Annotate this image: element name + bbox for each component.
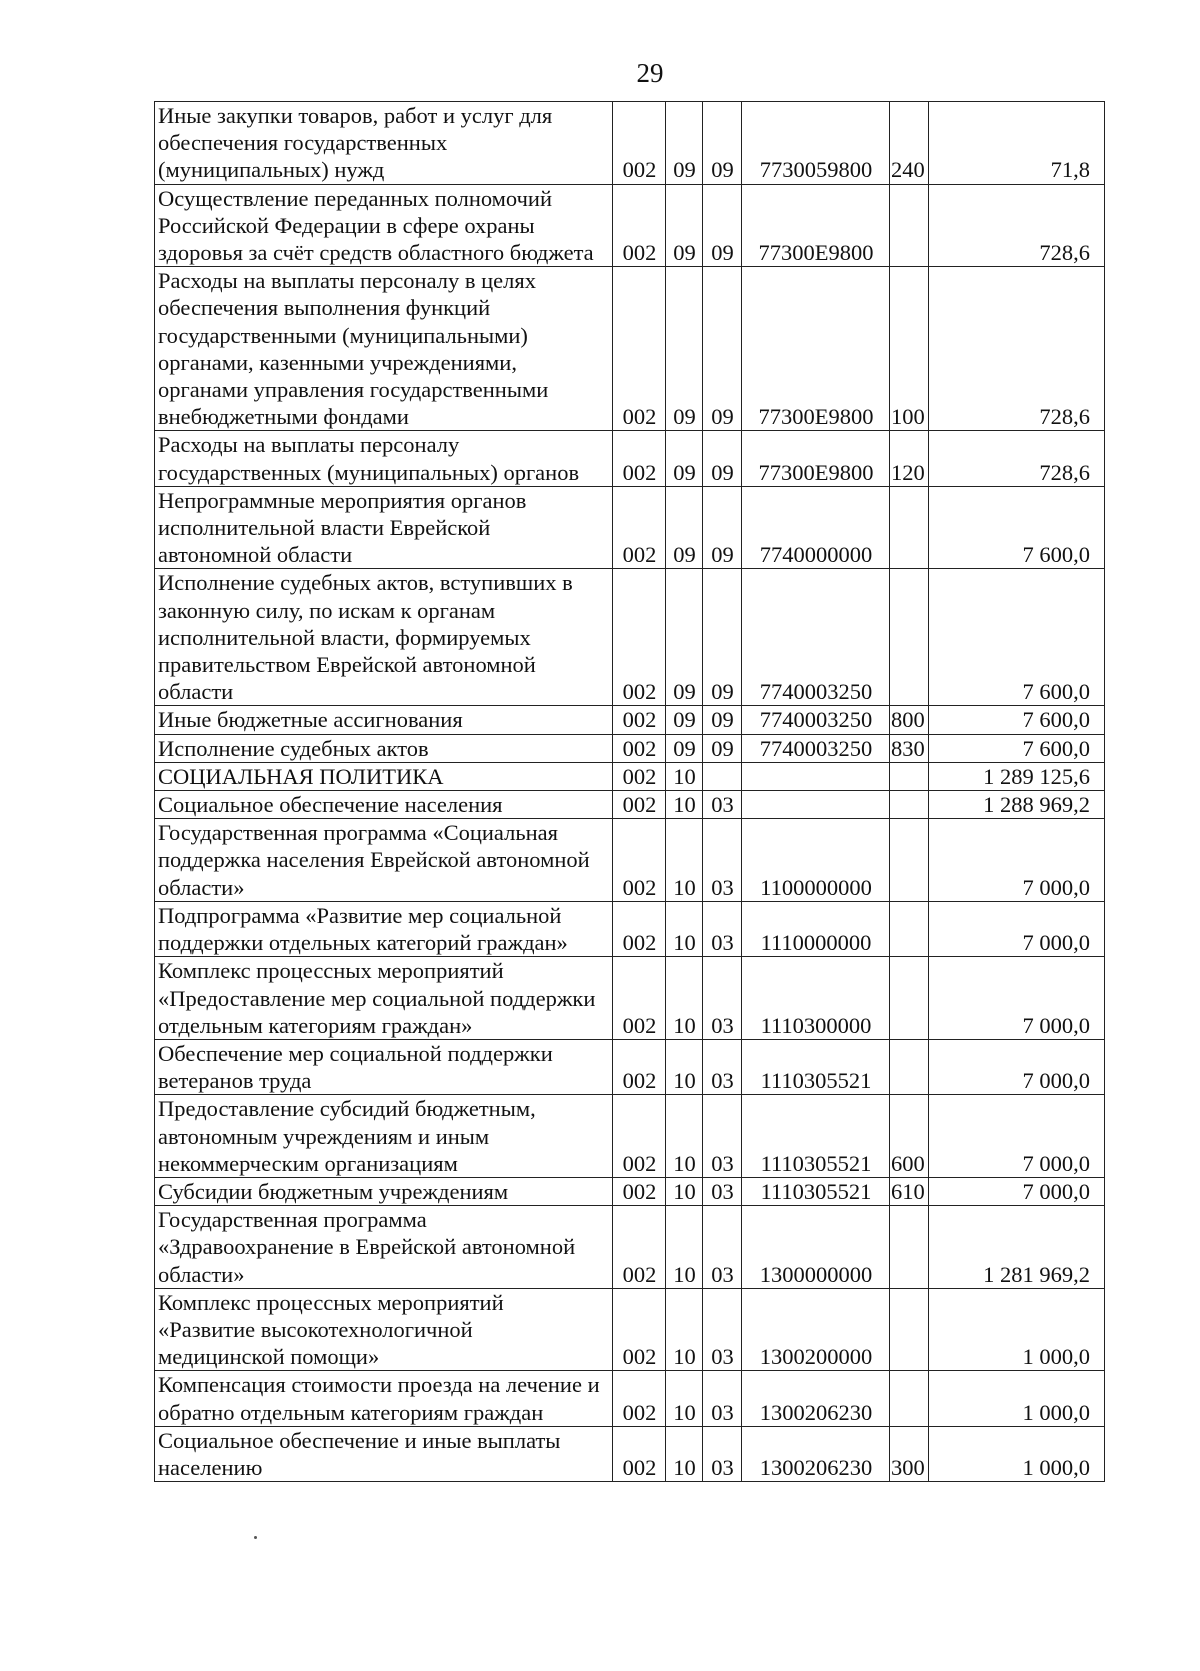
ministry-code-cell: 002 (613, 1288, 666, 1371)
expense-name-cell (155, 102, 613, 185)
section-code-cell: 09 (666, 267, 703, 431)
expense-name-cell (155, 267, 613, 431)
expense-name-line: «Развитие высокотехнологичной (158, 1316, 473, 1342)
expense-name-cell (155, 1095, 613, 1178)
expense-name-line: отдельным категориям граждан» (158, 1012, 473, 1038)
section-code-cell: 09 (666, 431, 703, 486)
expense-type-cell: 600 (890, 1095, 929, 1178)
section-code-cell: 10 (666, 1206, 703, 1289)
target-article-cell: 7740003250 (742, 569, 890, 706)
expense-name-line: здоровья за счёт средств областного бюджета (158, 240, 594, 266)
amount-cell: 728,6 (929, 267, 1105, 431)
ministry-code-cell: 002 (613, 1039, 666, 1094)
expense-name-line: области (158, 679, 234, 705)
target-article-cell: 1100000000 (742, 819, 890, 902)
expense-name-line: законную силу, по искам к органам (158, 597, 496, 623)
expense-name-line: внебюджетными фондами (158, 404, 409, 430)
subsection-code-cell: 03 (703, 901, 742, 956)
amount-cell: 7 600,0 (929, 486, 1105, 569)
ministry-code-cell: 002 (613, 486, 666, 569)
section-code-cell: 09 (666, 102, 703, 185)
amount-cell: 1 000,0 (929, 1426, 1105, 1481)
expense-type-cell (890, 569, 929, 706)
amount-cell: 7 000,0 (929, 1039, 1105, 1094)
expense-type-cell (890, 957, 929, 1040)
target-article-cell: 1110305521 (742, 1039, 890, 1094)
section-code-cell: 10 (666, 762, 703, 790)
expense-name-line: Иные бюджетные ассигнования (158, 707, 463, 733)
expense-type-cell: 830 (890, 734, 929, 762)
subsection-code-cell: 09 (703, 431, 742, 486)
expense-type-cell (890, 819, 929, 902)
expense-name-cell (155, 1426, 613, 1481)
expense-name-line: Непрограммные мероприятия органов (158, 487, 527, 513)
expense-name-line: автономной области (158, 542, 353, 568)
expense-name-line: государственными (муниципальными) (158, 322, 528, 348)
table-body (155, 102, 1105, 1482)
expense-type-cell (890, 1371, 929, 1426)
table-row (155, 791, 1105, 819)
expense-name-line: «Здравоохранение в Еврейской автономной (158, 1234, 576, 1260)
expense-name-line: Российской Федерации в сфере охраны (158, 212, 535, 238)
ministry-code-cell: 002 (613, 706, 666, 734)
expense-name-line: Компенсация стоимости проезда на лечение и (158, 1372, 600, 1398)
subsection-code-cell: 03 (703, 1206, 742, 1289)
expense-name-line: Расходы на выплаты персоналу (158, 432, 460, 458)
expense-name-line: органами, казенными учреждениями, (158, 349, 517, 375)
ministry-code-cell: 002 (613, 1371, 666, 1426)
expense-name-line: Государственная программа (158, 1207, 427, 1233)
section-code-cell: 10 (666, 1371, 703, 1426)
expense-name-line: (муниципальных) нужд (158, 157, 385, 183)
expense-name-line: обратно отдельным категориям граждан (158, 1399, 544, 1425)
expense-name-line: некоммерческим организациям (158, 1150, 458, 1176)
subsection-code-cell: 09 (703, 569, 742, 706)
expense-name-line: обеспечения государственных (158, 130, 448, 156)
table-row (155, 1206, 1105, 1289)
expense-name-line: Исполнение судебных актов (158, 735, 429, 761)
expense-name-line: исполнительной власти, формируемых (158, 624, 531, 650)
amount-cell: 728,6 (929, 184, 1105, 267)
section-code-cell: 10 (666, 901, 703, 956)
section-code-cell: 10 (666, 1095, 703, 1178)
expense-name-cell (155, 184, 613, 267)
ministry-code-cell: 002 (613, 901, 666, 956)
expense-name-cell (155, 1177, 613, 1205)
expense-type-cell (890, 901, 929, 956)
amount-cell: 7 000,0 (929, 1095, 1105, 1178)
ministry-code-cell: 002 (613, 1177, 666, 1205)
section-code-cell: 09 (666, 706, 703, 734)
expense-type-cell (890, 1206, 929, 1289)
amount-cell: 728,6 (929, 431, 1105, 486)
target-article-cell: 7740003250 (742, 706, 890, 734)
expense-name-line: Подпрограмма «Развитие мер социальной (158, 902, 562, 928)
table-row (155, 486, 1105, 569)
amount-cell: 7 000,0 (929, 901, 1105, 956)
subsection-code-cell: 03 (703, 1371, 742, 1426)
table-row (155, 184, 1105, 267)
expense-name-line: Социальное обеспечение и иные выплаты (158, 1427, 561, 1453)
expense-name-line: населению (158, 1454, 263, 1480)
ministry-code-cell: 002 (613, 819, 666, 902)
target-article-cell: 7740003250 (742, 734, 890, 762)
expense-name-line: исполнительной власти Еврейской (158, 515, 491, 541)
amount-cell: 7 000,0 (929, 819, 1105, 902)
expense-type-cell (890, 1039, 929, 1094)
expense-type-cell: 240 (890, 102, 929, 185)
amount-cell: 7 600,0 (929, 706, 1105, 734)
section-code-cell: 10 (666, 1288, 703, 1371)
target-article-cell: 77300Е9800 (742, 267, 890, 431)
section-code-cell: 09 (666, 569, 703, 706)
expense-type-cell (890, 791, 929, 819)
ministry-code-cell: 002 (613, 791, 666, 819)
subsection-code-cell (703, 762, 742, 790)
expense-name-line: Обеспечение мер социальной поддержки (158, 1040, 553, 1066)
expense-type-cell: 120 (890, 431, 929, 486)
section-code-cell: 09 (666, 734, 703, 762)
target-article-cell: 7730059800 (742, 102, 890, 185)
table-row (155, 1095, 1105, 1178)
target-article-cell: 77300Е9800 (742, 431, 890, 486)
expense-name-line: Государственная программа «Социальная (158, 820, 558, 846)
expense-name-line: Предоставление субсидий бюджетным, (158, 1096, 536, 1122)
expense-name-line: СОЦИАЛЬНАЯ ПОЛИТИКА (158, 763, 444, 789)
amount-cell: 1 281 969,2 (929, 1206, 1105, 1289)
expense-name-cell (155, 819, 613, 902)
expense-type-cell: 100 (890, 267, 929, 431)
expense-type-cell: 800 (890, 706, 929, 734)
amount-cell: 71,8 (929, 102, 1105, 185)
ministry-code-cell: 002 (613, 734, 666, 762)
ministry-code-cell: 002 (613, 569, 666, 706)
table-row (155, 569, 1105, 706)
expense-name-line: медицинской помощи» (158, 1344, 380, 1370)
expense-name-line: области» (158, 874, 245, 900)
expense-name-line: ветеранов труда (158, 1068, 312, 1094)
table-row (155, 1371, 1105, 1426)
expense-name-cell (155, 957, 613, 1040)
expense-name-cell (155, 1039, 613, 1094)
amount-cell: 7 600,0 (929, 569, 1105, 706)
section-code-cell: 09 (666, 486, 703, 569)
table-row (155, 1426, 1105, 1481)
expense-name-line: Комплекс процессных мероприятий (158, 958, 504, 984)
expense-name-line: Социальное обеспечение населения (158, 792, 503, 818)
expense-name-line: органами управления государственными (158, 377, 549, 403)
expense-type-cell (890, 1288, 929, 1371)
expense-name-line: поддержки отдельных категорий граждан» (158, 930, 568, 956)
ministry-code-cell: 002 (613, 1095, 666, 1178)
table-row (155, 431, 1105, 486)
subsection-code-cell: 03 (703, 1177, 742, 1205)
subsection-code-cell: 09 (703, 267, 742, 431)
table-row (155, 102, 1105, 185)
expense-name-cell (155, 569, 613, 706)
target-article-cell: 1110305521 (742, 1095, 890, 1178)
target-article-cell: 1110300000 (742, 957, 890, 1040)
target-article-cell: 77300Е9800 (742, 184, 890, 267)
expense-name-cell (155, 901, 613, 956)
ministry-code-cell: 002 (613, 431, 666, 486)
table-row (155, 1288, 1105, 1371)
expense-name-line: области» (158, 1261, 245, 1287)
subsection-code-cell: 09 (703, 102, 742, 185)
expense-name-line: Субсидии бюджетным учреждениям (158, 1178, 509, 1204)
expense-name-line: правительством Еврейской автономной (158, 652, 536, 678)
expense-name-cell (155, 431, 613, 486)
table-row (155, 706, 1105, 734)
expense-name-line: поддержка населения Еврейской автономной (158, 847, 590, 873)
subsection-code-cell: 03 (703, 1288, 742, 1371)
subsection-code-cell: 03 (703, 1039, 742, 1094)
expense-type-cell: 300 (890, 1426, 929, 1481)
target-article-cell (742, 791, 890, 819)
table-row (155, 1039, 1105, 1094)
ministry-code-cell: 002 (613, 102, 666, 185)
subsection-code-cell: 03 (703, 1426, 742, 1481)
target-article-cell: 1110000000 (742, 901, 890, 956)
expense-name-cell (155, 1206, 613, 1289)
subsection-code-cell: 03 (703, 1095, 742, 1178)
ministry-code-cell: 002 (613, 184, 666, 267)
ministry-code-cell: 002 (613, 1206, 666, 1289)
expense-name-cell (155, 791, 613, 819)
amount-cell: 1 000,0 (929, 1371, 1105, 1426)
section-code-cell: 10 (666, 1177, 703, 1205)
expense-name-cell (155, 706, 613, 734)
table-row (155, 267, 1105, 431)
target-article-cell: 7740000000 (742, 486, 890, 569)
expense-name-cell (155, 1288, 613, 1371)
table-row (155, 1177, 1105, 1205)
scan-speck (254, 1536, 257, 1539)
expense-type-cell (890, 486, 929, 569)
subsection-code-cell: 09 (703, 706, 742, 734)
subsection-code-cell: 03 (703, 819, 742, 902)
table-row (155, 819, 1105, 902)
page-number: 29 (636, 58, 664, 88)
amount-cell: 7 000,0 (929, 957, 1105, 1040)
expense-name-line: государственных (муниципальных) органов (158, 459, 580, 485)
target-article-cell (742, 762, 890, 790)
ministry-code-cell: 002 (613, 267, 666, 431)
expense-name-cell (155, 762, 613, 790)
target-article-cell: 1300200000 (742, 1288, 890, 1371)
table-row (155, 901, 1105, 956)
amount-cell: 7 000,0 (929, 1177, 1105, 1205)
subsection-code-cell: 03 (703, 791, 742, 819)
expense-name-line: Комплекс процессных мероприятий (158, 1289, 504, 1315)
amount-cell: 1 000,0 (929, 1288, 1105, 1371)
section-code-cell: 10 (666, 819, 703, 902)
expense-name-line: обеспечения выполнения функций (158, 295, 491, 321)
expense-type-cell: 610 (890, 1177, 929, 1205)
target-article-cell: 1110305521 (742, 1177, 890, 1205)
subsection-code-cell: 09 (703, 734, 742, 762)
target-article-cell: 1300000000 (742, 1206, 890, 1289)
subsection-code-cell: 09 (703, 184, 742, 267)
expense-name-line: Осуществление переданных полномочий (158, 185, 552, 211)
target-article-cell: 1300206230 (742, 1371, 890, 1426)
subsection-code-cell: 03 (703, 957, 742, 1040)
target-article-cell: 1300206230 (742, 1426, 890, 1481)
ministry-code-cell: 002 (613, 957, 666, 1040)
expense-name-cell (155, 734, 613, 762)
table-row (155, 734, 1105, 762)
expense-name-line: Исполнение судебных актов, вступивших в (158, 570, 573, 596)
expense-type-cell (890, 184, 929, 267)
section-code-cell: 10 (666, 957, 703, 1040)
section-code-cell: 10 (666, 791, 703, 819)
expense-name-line: «Предоставление мер социальной поддержки (158, 985, 596, 1011)
subsection-code-cell: 09 (703, 486, 742, 569)
expense-name-line: Иные закупки товаров, работ и услуг для (158, 103, 553, 128)
amount-cell: 1 289 125,6 (929, 762, 1105, 790)
expense-name-line: Расходы на выплаты персоналу в целях (158, 268, 536, 294)
amount-cell: 7 600,0 (929, 734, 1105, 762)
ministry-code-cell: 002 (613, 1426, 666, 1481)
expense-name-cell (155, 486, 613, 569)
section-code-cell: 09 (666, 184, 703, 267)
table-row (155, 957, 1105, 1040)
amount-cell: 1 288 969,2 (929, 791, 1105, 819)
ministry-code-cell: 002 (613, 762, 666, 790)
expense-type-cell (890, 762, 929, 790)
expense-name-line: автономным учреждениям и иным (158, 1123, 490, 1149)
section-code-cell: 10 (666, 1426, 703, 1481)
section-code-cell: 10 (666, 1039, 703, 1094)
budget-table (154, 101, 1105, 1482)
expense-name-cell (155, 1371, 613, 1426)
table-row (155, 762, 1105, 790)
